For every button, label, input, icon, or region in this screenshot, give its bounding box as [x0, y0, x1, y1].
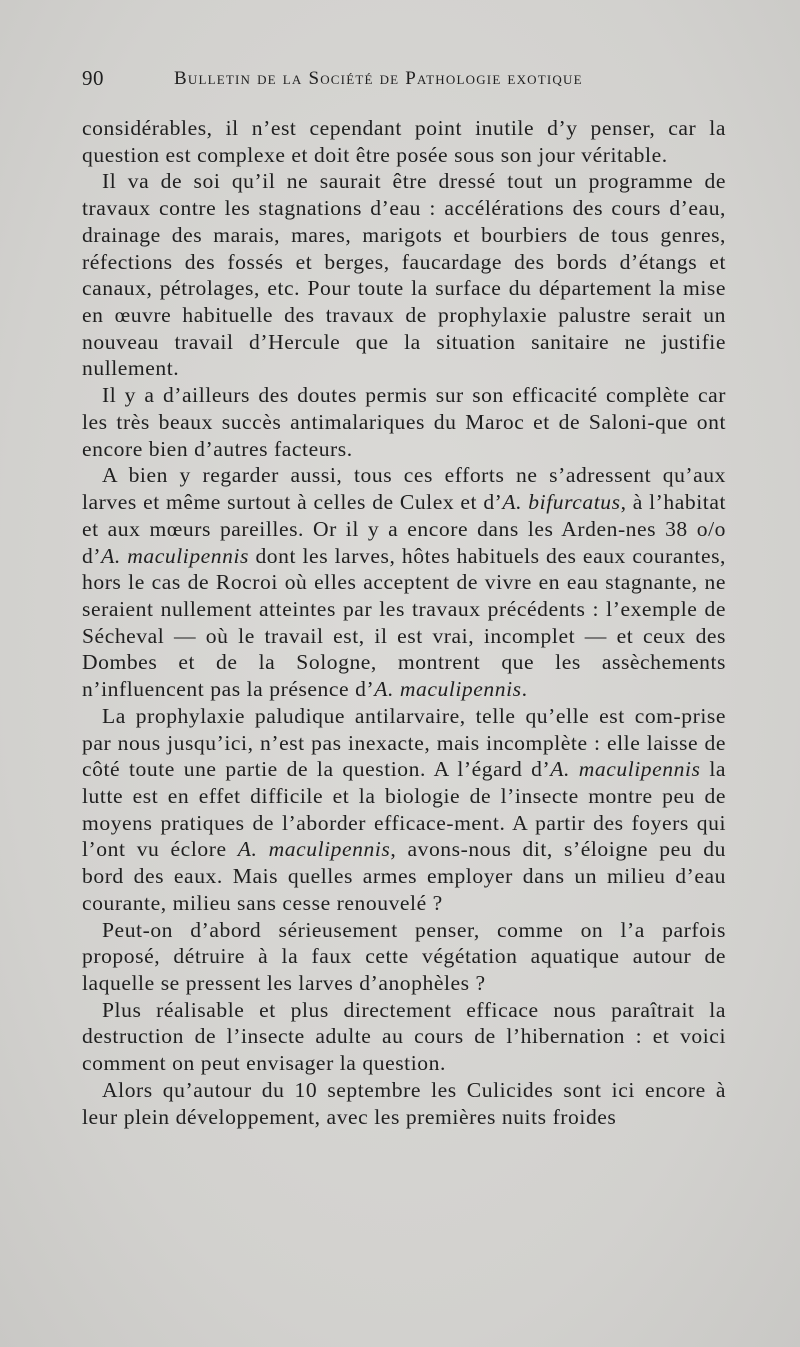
- paragraph: [82, 462, 726, 702]
- text-run: considérables, il n’est cependant point inutile d’y penser, car la question est complexe et doit être posée sous son jour véritable.: [82, 116, 726, 167]
- text-run: La prophylaxie paludique antilarvaire, telle qu’elle est com-prise par nous jusqu’ici, n’est pas inexacte, mais incomplète : elle laisse de côté toute une partie de la question. A l’égard d’: [82, 703, 726, 782]
- paragraph: [82, 115, 726, 168]
- running-title: Bulletin de la Société de Pathologie exotique: [174, 68, 583, 89]
- text-run: Plus réalisable et plus directement efficace nous paraîtrait la destruction de l’insecte adulte au cours de l’hibernation : et voici comment on peut envisager la question.: [82, 997, 726, 1076]
- paragraph: [82, 703, 726, 917]
- paragraph: [82, 917, 726, 997]
- text-run: A bien y regarder aussi, tous ces efforts ne s’adressent qu’aux larves et même surtout à celles de Culex et d’: [82, 463, 726, 515]
- page-number: 90: [82, 66, 104, 90]
- paragraph: [82, 168, 726, 382]
- text-run: dont les larves, hôtes habituels des eaux courantes, hors le cas de Rocroi où elles acceptent de vivre en eau stagnante, ne seraient nullement atteintes par les travaux précédents : l’exemple de Sécheval — où le travail est, il est vrai, incomplet — et ceux des Dombes et de la Sologne, montrent que les assèchements n’influencent pas la présence d’: [82, 543, 726, 702]
- paragraph: [82, 382, 726, 462]
- italic-species-name: A. bifurcatus: [502, 490, 621, 515]
- text-run: Il y a d’ailleurs des doutes permis sur son efficacité complète car les très beaux succès antimalariques du Maroc et de Saloni-que ont encore bien d’autres facteurs.: [82, 383, 726, 461]
- text-run: Il va de soi qu’il ne saurait être dressé tout un programme de travaux contre les stagnations d’eau : accélérations des cours d’eau, drainage des marais, mares, marigots et bourbiers de tous genres, réfections des fossés et berges, faucardage des bords d’étangs et canaux, pétrolages, etc. Pour toute la surface du département la mise en œuvre habituelle des travaux de prophylaxie palustre serait un nouveau travail d’Hercule que la situation sanitaire ne justifie nullement.: [82, 169, 726, 381]
- italic-species-name: A. maculipennis: [374, 677, 522, 702]
- text-run: .: [521, 677, 528, 702]
- paragraph: [82, 997, 726, 1077]
- italic-species-name: A. maculipennis: [550, 757, 701, 782]
- paragraph: [82, 1077, 726, 1130]
- text-run: la lutte est en effet difficile et la biologie de l’insecte montre peu de moyens pratiques de l’aborder efficace-ment. A partir des foyers qui l’ont vu éclore: [82, 757, 726, 862]
- text-run: Peut-on d’abord sérieusement penser, comme on l’a parfois proposé, détruire à la faux cette végétation aquatique autour de laquelle se pressent les larves d’anophèles ?: [82, 917, 726, 995]
- italic-species-name: A. maculipennis: [101, 543, 249, 568]
- text-run: , à l’habitat et aux mœurs pareilles. Or il y a encore dans les Arden-nes 38 o/o d’: [82, 490, 726, 568]
- page-header: [82, 66, 742, 96]
- italic-species-name: A. maculipennis: [237, 837, 391, 862]
- text-run: Alors qu’autour du 10 septembre les Culicides sont ici encore à leur plein développement, avec les premières nuits froides: [82, 1077, 726, 1129]
- text-run: , avons-nous dit, s’éloigne peu du bord des eaux. Mais quelles armes employer dans un milieu d’eau courante, milieu sans cesse renouvelé ?: [82, 837, 726, 915]
- body-text: [82, 115, 726, 1130]
